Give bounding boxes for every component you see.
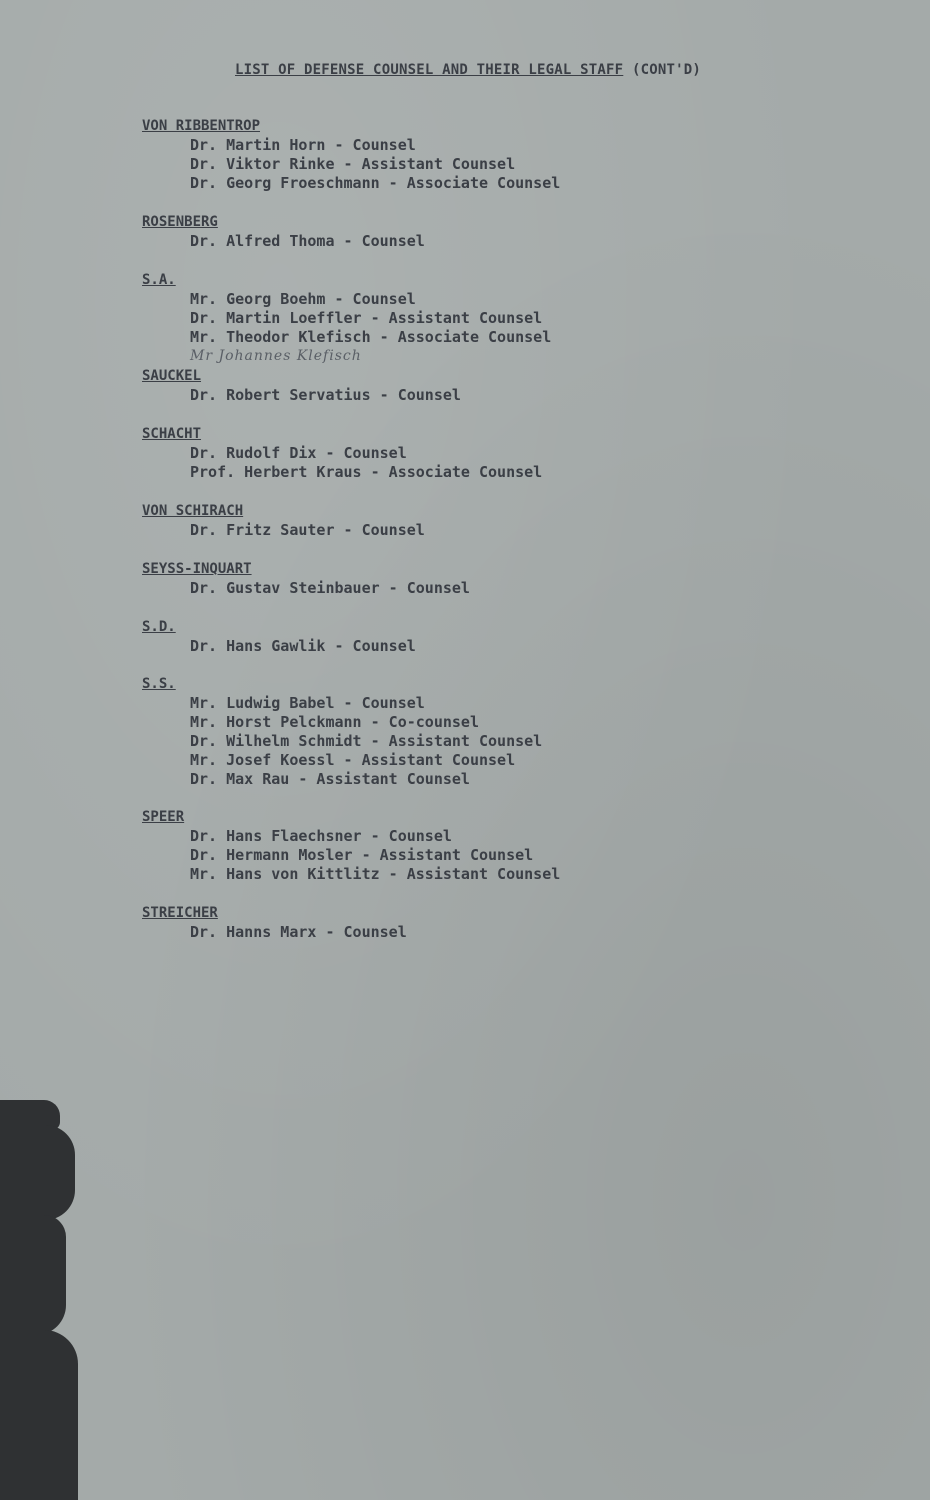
section-heading: SCHACHT <box>142 426 202 442</box>
section-heading: SPEER <box>142 809 185 825</box>
section-schacht <box>142 425 542 482</box>
counsel-entry: Dr. Hanns Marx - Counsel <box>190 923 407 941</box>
title-suffix: (CONT'D) <box>631 62 701 78</box>
counsel-entry: Dr. Viktor Rinke - Assistant Counsel <box>190 155 516 173</box>
counsel-entry: Mr. Ludwig Babel - Counsel <box>190 694 425 712</box>
counsel-entry: Dr. Robert Servatius - Counsel <box>190 386 461 404</box>
counsel-entry: Dr. Martin Horn - Counsel <box>190 136 416 154</box>
section-von-schirach <box>142 502 425 540</box>
section-ss <box>142 675 542 789</box>
counsel-entry: Dr. Alfred Thoma - Counsel <box>190 232 425 250</box>
counsel-entry: Dr. Wilhelm Schmidt - Assistant Counsel <box>190 732 543 750</box>
section-heading: S.D. <box>142 619 176 635</box>
section-von-ribbentrop <box>142 117 560 193</box>
section-heading: S.S. <box>142 676 176 692</box>
section-sauckel <box>142 367 461 405</box>
section-heading: VON SCHIRACH <box>142 503 244 519</box>
counsel-entry: Dr. Gustav Steinbauer - Counsel <box>190 579 470 597</box>
section-heading: STREICHER <box>142 905 218 921</box>
section-sa <box>142 271 551 366</box>
document-title <box>235 62 701 78</box>
counsel-entry: Dr. Fritz Sauter - Counsel <box>190 521 425 539</box>
handwritten-note: Mr Johannes Klefisch <box>190 348 362 364</box>
counsel-entry: Dr. Hans Gawlik - Counsel <box>190 637 416 655</box>
section-heading: ROSENBERG <box>142 214 218 230</box>
title-main: LIST OF DEFENSE COUNSEL AND THEIR LEGAL STAFF <box>235 62 624 78</box>
counsel-entry: Mr. Josef Koessl - Assistant Counsel <box>190 751 516 769</box>
counsel-entry: Dr. Rudolf Dix - Counsel <box>190 444 407 462</box>
counsel-entry: Mr. Hans von Kittlitz - Assistant Counsel <box>190 865 561 883</box>
section-speer <box>142 808 560 884</box>
counsel-entry: Dr. Hans Flaechsner - Counsel <box>190 827 452 845</box>
counsel-entry: Dr. Max Rau - Assistant Counsel <box>190 770 470 788</box>
counsel-entry: Mr. Theodor Klefisch - Associate Counsel <box>190 328 552 346</box>
section-streicher <box>142 904 407 942</box>
section-heading: VON RIBBENTROP <box>142 118 261 134</box>
section-heading: SAUCKEL <box>142 368 202 384</box>
section-rosenberg <box>142 213 425 251</box>
counsel-entry: Mr. Horst Pelckmann - Co-counsel <box>190 713 479 731</box>
counsel-entry: Prof. Herbert Kraus - Associate Counsel <box>190 463 543 481</box>
counsel-entry: Mr. Georg Boehm - Counsel <box>190 290 416 308</box>
section-heading: S.A. <box>142 272 176 288</box>
counsel-entry: Dr. Martin Loeffler - Assistant Counsel <box>190 309 543 327</box>
section-heading: SEYSS-INQUART <box>142 561 252 577</box>
counsel-entry: Dr. Georg Froeschmann - Associate Counsel <box>190 174 561 192</box>
section-seyss-inquart <box>142 560 470 598</box>
counsel-entry: Dr. Hermann Mosler - Assistant Counsel <box>190 846 534 864</box>
section-sd <box>142 618 416 656</box>
